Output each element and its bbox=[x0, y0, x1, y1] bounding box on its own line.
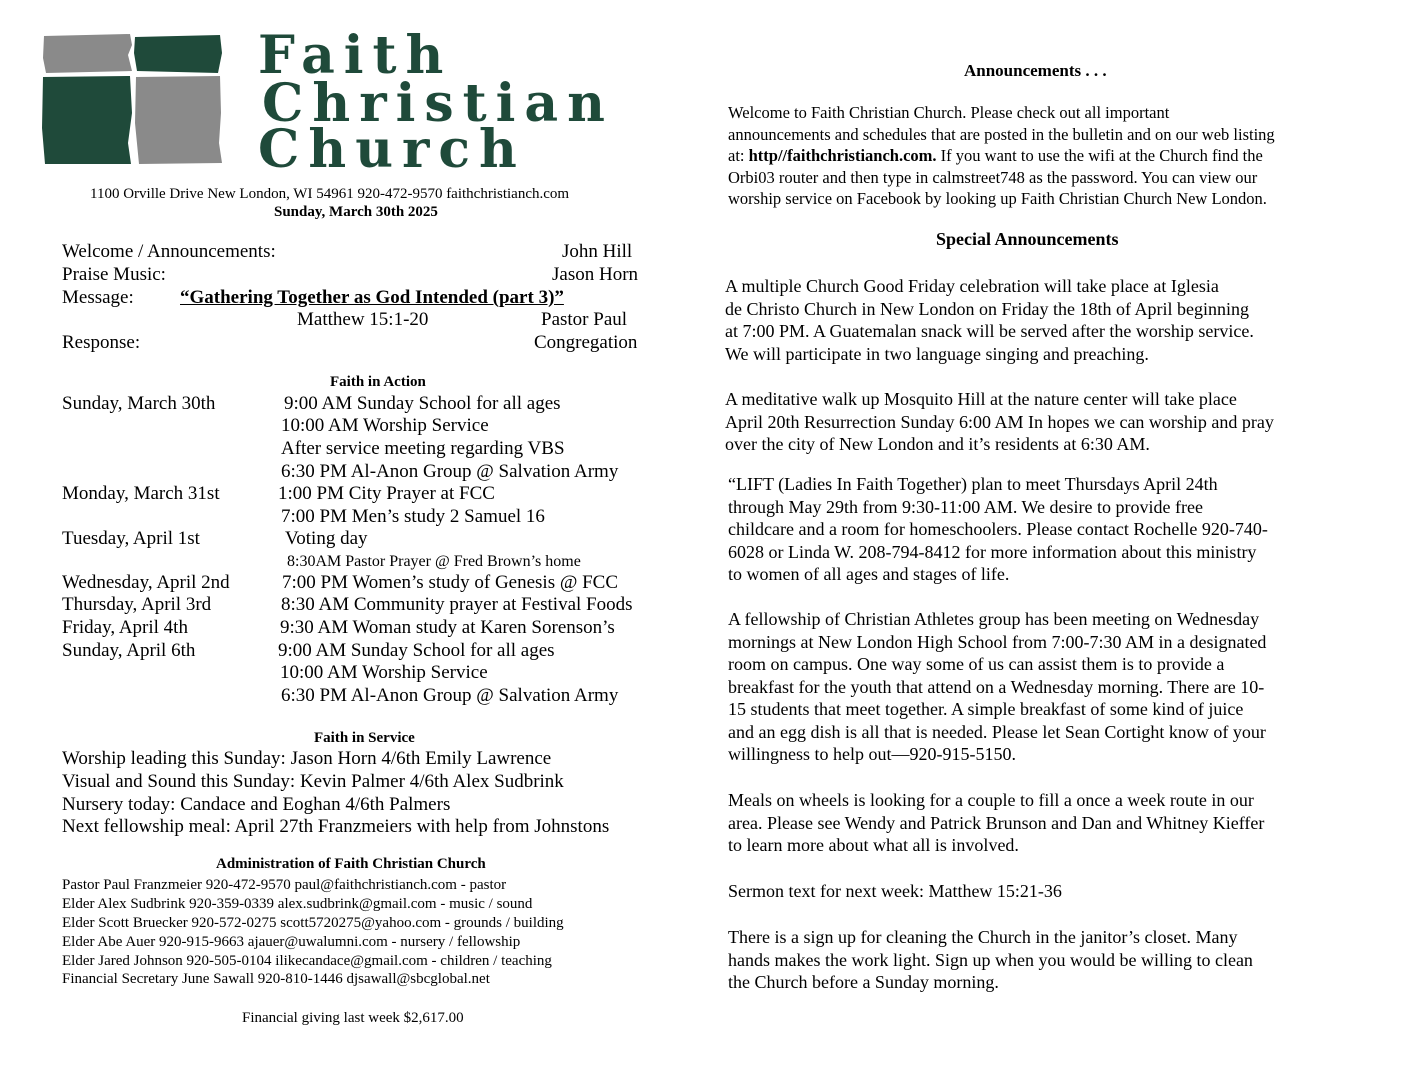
schedule-day: Wednesday, April 2nd bbox=[62, 572, 230, 593]
address-line: 1100 Orville Drive New London, WI 54961 920-472-9570 faithchristianch.com bbox=[90, 186, 570, 202]
schedule-event: 10:00 AM Worship Service bbox=[281, 415, 489, 436]
welcome-line-suffix: If you want to use the wifi at the Church find the bbox=[936, 146, 1263, 165]
announcement-line: over the city of New London and it’s residents at 6:30 AM. bbox=[725, 434, 1150, 454]
service-line: Next fellowship meal: April 27th Franzmeiers with help from Johnstons bbox=[62, 816, 610, 837]
schedule-event: After service meeting regarding VBS bbox=[281, 438, 565, 459]
welcome-line: Orbi03 router and then type in calmstreet748 as the password. You can view our bbox=[728, 167, 1258, 187]
announcement-line: Meals on wheels is looking for a couple to fill a once a week route in our bbox=[728, 790, 1254, 810]
announcement-cleaning bbox=[728, 926, 1253, 994]
praise-name: Jason Horn bbox=[552, 264, 639, 285]
announcement-lift bbox=[728, 473, 1268, 586]
admin-line: Financial Secretary June Sawall 920-810-1446 djsawall@sbcglobal.net bbox=[62, 971, 490, 987]
schedule-event: 6:30 PM Al-Anon Group @ Salvation Army bbox=[281, 685, 619, 706]
response-label: Response: bbox=[62, 332, 141, 353]
announcement-line: A multiple Church Good Friday celebration will take place at Iglesia bbox=[725, 276, 1219, 296]
schedule-event: Voting day bbox=[285, 528, 368, 549]
announcement-line: We will participate in two language singing and preaching. bbox=[725, 343, 1149, 364]
church-logo-cross-icon bbox=[42, 33, 222, 165]
date-line: Sunday, March 30th 2025 bbox=[274, 204, 438, 220]
schedule-event: 6:30 PM Al-Anon Group @ Salvation Army bbox=[281, 461, 619, 482]
special-announcements-heading: Special Announcements bbox=[936, 229, 1119, 249]
announcement-meals-on-wheels bbox=[728, 789, 1264, 857]
faith-in-service-heading: Faith in Service bbox=[314, 730, 415, 746]
schedule-day: Sunday, April 6th bbox=[62, 640, 196, 661]
scripture: Matthew 15:1-20 bbox=[297, 309, 429, 330]
admin-line: Elder Scott Bruecker 920-572-0275 scott5720275@yahoo.com - grounds / building bbox=[62, 915, 564, 931]
welcome-line: Welcome to Faith Christian Church. Please check out all important bbox=[728, 103, 1170, 122]
schedule-event: 10:00 AM Worship Service bbox=[280, 662, 488, 683]
announcement-line: There is a sign up for cleaning the Church in the janitor’s closet. Many bbox=[728, 927, 1238, 947]
announcement-line: Sermon text for next week: Matthew 15:21-36 bbox=[728, 881, 1062, 901]
announcement-line: 6028 or Linda W. 208-794-8412 for more information about this ministry bbox=[728, 541, 1257, 562]
announcement-mosquito-hill bbox=[725, 388, 1274, 456]
message-label: Message: bbox=[62, 287, 134, 308]
announcement-good-friday bbox=[725, 275, 1254, 365]
praise-label: Praise Music: bbox=[62, 264, 166, 285]
administration-heading: Administration of Faith Christian Church bbox=[216, 856, 486, 872]
schedule-event: 9:00 AM Sunday School for all ages bbox=[278, 640, 555, 661]
welcome-line: worship service on Facebook by looking up Faith Christian Church New London. bbox=[728, 189, 1267, 208]
schedule-event: 7:00 PM Men’s study 2 Samuel 16 bbox=[281, 506, 545, 527]
announcement-line: April 20th Resurrection Sunday 6:00 AM In hopes we can worship and pray bbox=[725, 411, 1274, 432]
service-line: Nursery today: Candace and Eoghan 4/6th Palmers bbox=[62, 794, 451, 815]
announcement-line: and an egg dish is all that is needed. Please let Sean Cortight know of your bbox=[728, 721, 1266, 742]
schedule-event: 8:30 AM Community prayer at Festival Foods bbox=[281, 594, 633, 615]
logo-word-faith: Faith bbox=[258, 25, 453, 86]
announcement-line: to women of all ages and stages of life. bbox=[728, 564, 1010, 584]
faith-in-action-heading: Faith in Action bbox=[330, 374, 426, 390]
announcement-line: hands makes the work light. Sign up when you would be willing to clean bbox=[728, 949, 1253, 970]
announcement-line: willingness to help out—920-915-5150. bbox=[728, 744, 1016, 764]
welcome-line: announcements and schedules that are posted in the bulletin and on our web listing bbox=[728, 124, 1275, 144]
schedule-day: Sunday, March 30th bbox=[62, 393, 216, 414]
logo-word-church: Church bbox=[258, 119, 526, 180]
website-link[interactable]: http//faithchristianch.com. bbox=[748, 146, 937, 165]
announcement-line: A meditative walk up Mosquito Hill at the nature center will take place bbox=[725, 389, 1237, 409]
pastor: Pastor Paul bbox=[541, 309, 628, 330]
welcome-paragraph bbox=[728, 102, 1275, 210]
announcement-line: “LIFT (Ladies In Faith Together) plan to meet Thursdays April 24th bbox=[728, 474, 1218, 494]
welcome-name: John Hill bbox=[562, 241, 633, 262]
admin-line: Elder Alex Sudbrink 920-359-0339 alex.sudbrink@gmail.com - music / sound bbox=[62, 896, 533, 912]
announcement-line: room on campus. One way some of us can assist them is to provide a bbox=[728, 654, 1225, 674]
welcome-line-prefix: at: bbox=[728, 146, 749, 165]
announcement-line: de Christo Church in New London on Friday the 18th of April beginning bbox=[725, 298, 1249, 319]
announcement-line: mornings at New London High School from 7:00-7:30 AM in a designated bbox=[728, 631, 1267, 652]
announcement-athletes bbox=[728, 608, 1266, 766]
message-title: “Gathering Together as God Intended (part 3)” bbox=[180, 287, 564, 308]
schedule-day: Friday, April 4th bbox=[62, 617, 188, 638]
announcement-sermon-text bbox=[728, 880, 1062, 903]
schedule-day: Thursday, April 3rd bbox=[62, 594, 212, 615]
welcome-line bbox=[728, 145, 1275, 167]
admin-line: Pastor Paul Franzmeier 920-472-9570 paul@faithchristianch.com - pastor bbox=[62, 877, 507, 893]
admin-line: Elder Jared Johnson 920-505-0104 ilikecandace@gmail.com - children / teaching bbox=[62, 953, 552, 969]
schedule-event: 9:00 AM Sunday School for all ages bbox=[284, 393, 561, 414]
admin-line: Elder Abe Auer 920-915-9663 ajauer@uwalumni.com - nursery / fellowship bbox=[62, 934, 521, 950]
service-line: Worship leading this Sunday: Jason Horn 4/6th Emily Lawrence bbox=[62, 748, 552, 769]
schedule-day: Monday, March 31st bbox=[62, 483, 220, 504]
announcements-heading: Announcements . . . bbox=[964, 61, 1107, 80]
announcement-line: to learn more about what all is involved. bbox=[728, 835, 1019, 855]
announcement-line: through May 29th from 9:30-11:00 AM. We desire to provide free bbox=[728, 496, 1203, 517]
schedule-event: 7:00 PM Women’s study of Genesis @ FCC bbox=[282, 572, 619, 593]
announcement-line: childcare and a room for homeschoolers. Please contact Rochelle 920-740- bbox=[728, 519, 1268, 539]
announcement-line: the Church before a Sunday morning. bbox=[728, 972, 999, 992]
announcement-line: 15 students that meet together. A simple breakfast of some kind of juice bbox=[728, 699, 1244, 719]
welcome-label: Welcome / Announcements: bbox=[62, 241, 276, 262]
announcement-line: breakfast for the youth that attend on a Wednesday morning. There are 10- bbox=[728, 676, 1265, 697]
service-line: Visual and Sound this Sunday: Kevin Palmer 4/6th Alex Sudbrink bbox=[62, 771, 564, 792]
financial-giving: Financial giving last week $2,617.00 bbox=[242, 1010, 464, 1026]
announcement-line: A fellowship of Christian Athletes group has been meeting on Wednesday bbox=[728, 609, 1260, 629]
schedule-day: Tuesday, April 1st bbox=[62, 528, 200, 549]
schedule-event: 9:30 AM Woman study at Karen Sorenson’s bbox=[280, 617, 615, 638]
logo-word-christian: Christian bbox=[262, 73, 614, 134]
announcement-line: at 7:00 PM. A Guatemalan snack will be served after the worship service. bbox=[725, 321, 1254, 341]
schedule-event: 8:30AM Pastor Prayer @ Fred Brown’s home bbox=[287, 553, 581, 570]
schedule-event: 1:00 PM City Prayer at FCC bbox=[278, 483, 495, 504]
response-name: Congregation bbox=[534, 332, 638, 353]
announcement-line: area. Please see Wendy and Patrick Brunson and Dan and Whitney Kieffer bbox=[728, 812, 1265, 833]
